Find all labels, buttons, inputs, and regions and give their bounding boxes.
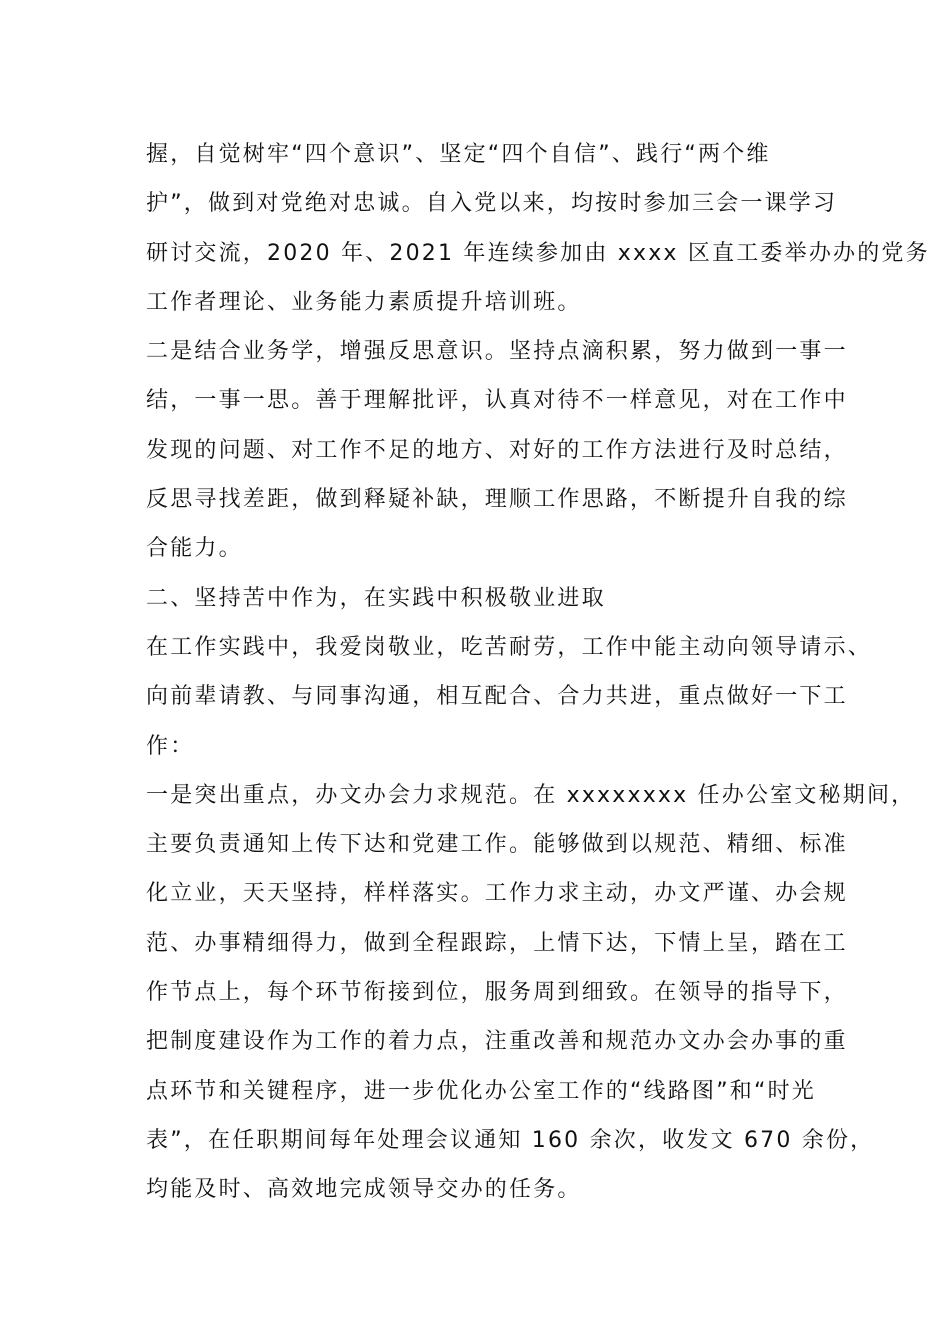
text-line: 一是突出重点，办文办会力求规范。在 xxxxxxxx 任办公室文秘期间， [146, 782, 916, 808]
text-line: 发现的问题、对工作不足的地方、对好的工作方法进行及时总结， [146, 437, 848, 463]
section-heading: 二、坚持苦中作为，在实践中积极敬业进取 [146, 585, 606, 611]
text-line: 把制度建设作为工作的着力点，注重改善和规范办文办会办事的重 [146, 1029, 848, 1055]
text-line: 化立业，天天坚持，样样落实。工作力求主动，办文严谨、办会规 [146, 881, 848, 907]
text-line: 合能力。 [146, 536, 243, 562]
text-line: 护”，做到对党绝对忠诚。自入党以来，均按时参加三会一课学习 [146, 191, 838, 217]
text-line: 作： [146, 733, 195, 759]
text-line: 点环节和关键程序，进一步优化办公室工作的“线路图”和“时光 [146, 1078, 816, 1104]
text-line: 均能及时、高效地完成领导交办的任务。 [146, 1177, 582, 1203]
text-line: 握，自觉树牢“四个意识”、坚定“四个自信”、践行“两个维 [146, 142, 771, 167]
text-line: 作节点上，每个环节衔接到位，服务周到细致。在领导的指导下， [146, 980, 848, 1006]
text-line: 工作者理论、业务能力素质提升培训班。 [146, 289, 582, 315]
text-line: 二是结合业务学，增强反思意识。坚持点滴积累，努力做到一事一 [146, 339, 848, 365]
text-line: 研讨交流，2020 年、2021 年连续参加由 xxxx 区直工委举办办的党务 [146, 240, 930, 266]
text-line: 结，一事一思。善于理解批评，认真对待不一样意见，对在工作中 [146, 388, 848, 414]
text-line: 表”，在任职期间每年处理会议通知 160 余次，收发文 670 余份， [146, 1127, 875, 1153]
document-body [146, 130, 930, 1215]
text-line: 反思寻找差距，做到释疑补缺，理顺工作思路，不断提升自我的综 [146, 487, 848, 513]
text-line: 主要负责通知上传下达和党建工作。能够做到以规范、精细、标准 [146, 832, 848, 858]
text-line: 在工作实践中，我爱岗敬业，吃苦耐劳，工作中能主动向领导请示、 [146, 634, 873, 660]
text-line: 范、办事精细得力，做到全程跟踪，上情下达，下情上呈，踏在工 [146, 930, 848, 956]
text-line: 向前辈请教、与同事沟通，相互配合、合力共进，重点做好一下工 [146, 684, 848, 710]
